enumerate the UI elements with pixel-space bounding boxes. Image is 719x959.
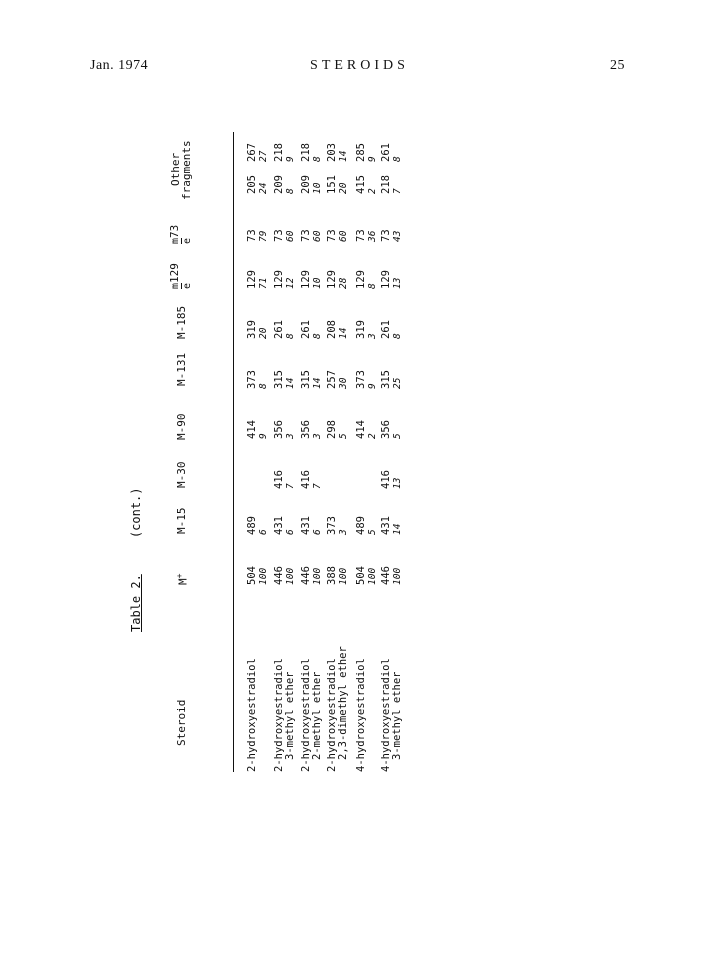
cell-e73 xyxy=(301,229,323,242)
col-header-steroid: Steroid xyxy=(175,699,188,746)
cell-e129 xyxy=(356,270,378,289)
caption-label: Table 2. xyxy=(129,574,143,632)
cell-e129 xyxy=(247,270,269,289)
relative-intensity: 5 xyxy=(367,529,378,535)
table-row xyxy=(301,132,325,772)
mass-value: 129 xyxy=(326,270,338,289)
mass-value: 356 xyxy=(273,420,285,439)
mass-value: 319 xyxy=(246,320,258,339)
cell-m90 xyxy=(274,420,296,439)
mass-value: 203 xyxy=(326,143,338,162)
table-row xyxy=(274,132,298,772)
steroid-name-line1: 2-hydroxyestradiol xyxy=(246,658,258,772)
relative-intensity: 100 xyxy=(258,567,269,585)
header-rule xyxy=(233,132,234,772)
relative-intensity: 14 xyxy=(392,523,403,535)
relative-intensity: 5 xyxy=(392,433,403,439)
cell-m30 xyxy=(381,470,403,489)
cell-mp xyxy=(274,566,296,585)
relative-intensity: 8 xyxy=(312,156,323,162)
relative-intensity: 7 xyxy=(312,483,323,489)
cell-m131 xyxy=(301,370,323,389)
cell-m15 xyxy=(356,516,378,535)
col-header-other-1: Other xyxy=(169,152,182,186)
mass-value: 129 xyxy=(355,270,367,289)
relative-intensity: 2 xyxy=(367,433,378,439)
cell-m90 xyxy=(247,420,269,439)
cell-m131 xyxy=(274,370,296,389)
cell-m90 xyxy=(327,420,349,439)
mass-value: 73 xyxy=(273,229,285,242)
cell-e73 xyxy=(356,229,378,242)
relative-intensity: 9 xyxy=(258,433,269,439)
cell-o2 xyxy=(381,143,403,162)
steroid-name xyxy=(301,658,323,772)
cell-m185 xyxy=(381,320,403,339)
mass-value: 209 xyxy=(273,175,285,194)
relative-intensity: 8 xyxy=(392,333,403,339)
mass-value: 319 xyxy=(355,320,367,339)
steroid-name-line1: 2-hydroxyestradiol xyxy=(273,658,285,772)
cell-m15 xyxy=(301,516,323,535)
data-table xyxy=(129,132,403,772)
mass-value: 298 xyxy=(326,420,338,439)
caption-suffix: (cont.) xyxy=(129,487,143,539)
mass-value: 151 xyxy=(326,175,338,194)
relative-intensity: 30 xyxy=(338,377,349,389)
relative-intensity: 14 xyxy=(285,377,296,389)
cell-e129 xyxy=(327,270,349,289)
mass-value: 373 xyxy=(246,370,258,389)
relative-intensity: 25 xyxy=(392,377,403,389)
steroid-name-line2: 3-methyl ether xyxy=(284,671,296,760)
cell-o2 xyxy=(356,143,378,162)
mass-value: 388 xyxy=(326,566,338,585)
relative-intensity: 14 xyxy=(338,150,349,162)
relative-intensity: 8 xyxy=(312,333,323,339)
mass-value: 218 xyxy=(300,143,312,162)
mass-value: 416 xyxy=(380,470,392,489)
mass-value: 489 xyxy=(355,516,367,535)
steroid-name-line1: 4-hydroxyestradiol xyxy=(380,658,392,772)
relative-intensity: 28 xyxy=(338,277,349,289)
relative-intensity: 36 xyxy=(367,230,378,242)
cell-mp xyxy=(381,566,403,585)
mass-value: 415 xyxy=(355,175,367,194)
page-number: 25 xyxy=(610,58,625,73)
mass-value: 261 xyxy=(380,320,392,339)
mass-value: 285 xyxy=(355,143,367,162)
cell-m90 xyxy=(356,420,378,439)
relative-intensity: 8 xyxy=(285,333,296,339)
cell-m131 xyxy=(381,370,403,389)
mass-value: 373 xyxy=(355,370,367,389)
mass-value: 261 xyxy=(300,320,312,339)
relative-intensity: 5 xyxy=(338,433,349,439)
steroid-name-line1: 4-hydroxyestradiol xyxy=(355,658,367,772)
relative-intensity: 27 xyxy=(258,150,269,162)
steroid-name xyxy=(247,658,258,772)
col-header-me129: m129 e xyxy=(168,263,193,289)
col-header-m131: M-131 xyxy=(175,352,188,386)
mass-value: 416 xyxy=(273,470,285,489)
col-header-m-plus: M+ xyxy=(175,573,190,585)
relative-intensity: 60 xyxy=(338,230,349,242)
mass-value: 489 xyxy=(246,516,258,535)
relative-intensity: 14 xyxy=(338,327,349,339)
cell-m185 xyxy=(274,320,296,339)
col-header-m30: M-30 xyxy=(175,461,188,488)
relative-intensity: 9 xyxy=(285,156,296,162)
cell-mp xyxy=(301,566,323,585)
cell-e73 xyxy=(274,229,296,242)
mass-value: 73 xyxy=(326,229,338,242)
mass-value: 205 xyxy=(246,175,258,194)
mass-value: 446 xyxy=(380,566,392,585)
steroid-name-line2: 2-methyl ether xyxy=(311,671,323,760)
relative-intensity: 8 xyxy=(285,188,296,194)
journal-title: STEROIDS xyxy=(310,58,409,73)
table-row xyxy=(356,132,380,772)
cell-m30 xyxy=(301,470,323,489)
mass-value: 218 xyxy=(273,143,285,162)
mass-value: 414 xyxy=(355,420,367,439)
mass-value: 209 xyxy=(300,175,312,194)
relative-intensity: 8 xyxy=(367,283,378,289)
relative-intensity: 3 xyxy=(338,529,349,535)
relative-intensity: 71 xyxy=(258,277,269,289)
col-header-m15: M-15 xyxy=(175,507,188,534)
cell-o1 xyxy=(274,175,296,194)
cell-mp xyxy=(247,566,269,585)
col-header-other-2: fragments xyxy=(180,140,193,200)
relative-intensity: 3 xyxy=(367,333,378,339)
mass-value: 129 xyxy=(380,270,392,289)
mass-value: 129 xyxy=(300,270,312,289)
mass-value: 218 xyxy=(380,175,392,194)
cell-e129 xyxy=(274,270,296,289)
cell-o1 xyxy=(247,175,269,194)
table-caption xyxy=(129,488,149,633)
mass-value: 414 xyxy=(246,420,258,439)
relative-intensity: 9 xyxy=(367,383,378,389)
mass-value: 446 xyxy=(300,566,312,585)
table-row xyxy=(381,132,405,772)
table-row xyxy=(327,132,351,772)
relative-intensity: 60 xyxy=(285,230,296,242)
relative-intensity: 9 xyxy=(367,156,378,162)
col-header-m185: M-185 xyxy=(175,305,188,339)
cell-o1 xyxy=(381,175,403,194)
mass-value: 267 xyxy=(246,143,258,162)
cell-m15 xyxy=(247,516,269,535)
relative-intensity: 100 xyxy=(312,567,323,585)
cell-o1 xyxy=(301,175,323,194)
cell-m15 xyxy=(327,516,349,535)
mass-value: 257 xyxy=(326,370,338,389)
cell-m131 xyxy=(247,370,269,389)
relative-intensity: 20 xyxy=(338,182,349,194)
journal-date: Jan. 1974 xyxy=(90,58,149,73)
relative-intensity: 100 xyxy=(338,567,349,585)
cell-m185 xyxy=(356,320,378,339)
cell-e73 xyxy=(381,229,403,242)
mass-value: 129 xyxy=(246,270,258,289)
mass-value: 356 xyxy=(300,420,312,439)
steroid-name xyxy=(327,646,349,772)
col-header-m90: M-90 xyxy=(175,413,188,440)
relative-intensity: 10 xyxy=(312,277,323,289)
cell-m30 xyxy=(274,470,296,489)
relative-intensity: 13 xyxy=(392,477,403,489)
mass-value: 416 xyxy=(300,470,312,489)
mass-value: 73 xyxy=(246,229,258,242)
mass-value: 315 xyxy=(273,370,285,389)
relative-intensity: 10 xyxy=(312,182,323,194)
cell-mp xyxy=(327,566,349,585)
mass-value: 73 xyxy=(300,229,312,242)
relative-intensity: 100 xyxy=(285,567,296,585)
mass-value: 261 xyxy=(380,143,392,162)
cell-o1 xyxy=(356,175,378,194)
table-row xyxy=(247,132,271,772)
relative-intensity: 24 xyxy=(258,182,269,194)
relative-intensity: 2 xyxy=(367,188,378,194)
cell-m131 xyxy=(327,370,349,389)
relative-intensity: 13 xyxy=(392,277,403,289)
steroid-name xyxy=(274,658,296,772)
cell-e73 xyxy=(327,229,349,242)
cell-m185 xyxy=(247,320,269,339)
relative-intensity: 12 xyxy=(285,277,296,289)
mass-value: 73 xyxy=(355,229,367,242)
mass-value: 504 xyxy=(246,566,258,585)
mass-value: 208 xyxy=(326,320,338,339)
mass-value: 73 xyxy=(380,229,392,242)
col-header-me73: m73 e xyxy=(168,224,193,244)
mass-value: 504 xyxy=(355,566,367,585)
mass-value: 431 xyxy=(300,516,312,535)
cell-m15 xyxy=(381,516,403,535)
steroid-name-line1: 2-hydroxyestradiol xyxy=(326,658,338,772)
cell-o1 xyxy=(327,175,349,194)
mass-value: 261 xyxy=(273,320,285,339)
cell-e129 xyxy=(381,270,403,289)
cell-o2 xyxy=(301,143,323,162)
relative-intensity: 14 xyxy=(312,377,323,389)
steroid-name-line2: 2,3-dimethyl ether xyxy=(337,646,349,760)
relative-intensity: 3 xyxy=(285,433,296,439)
steroid-name-line2: 3-methyl ether xyxy=(391,671,403,760)
mass-value: 431 xyxy=(380,516,392,535)
cell-m185 xyxy=(301,320,323,339)
relative-intensity: 8 xyxy=(392,156,403,162)
cell-m90 xyxy=(301,420,323,439)
relative-intensity: 6 xyxy=(312,529,323,535)
mass-value: 431 xyxy=(273,516,285,535)
relative-intensity: 8 xyxy=(258,383,269,389)
cell-m90 xyxy=(381,420,403,439)
mass-value: 315 xyxy=(380,370,392,389)
relative-intensity: 7 xyxy=(285,483,296,489)
relative-intensity: 79 xyxy=(258,230,269,242)
cell-e73 xyxy=(247,229,269,242)
mass-value: 315 xyxy=(300,370,312,389)
relative-intensity: 6 xyxy=(285,529,296,535)
cell-m131 xyxy=(356,370,378,389)
mass-value: 356 xyxy=(380,420,392,439)
mass-value: 373 xyxy=(326,516,338,535)
steroid-name xyxy=(356,658,367,772)
relative-intensity: 100 xyxy=(392,567,403,585)
cell-mp xyxy=(356,566,378,585)
cell-m15 xyxy=(274,516,296,535)
steroid-name-line1: 2-hydroxyestradiol xyxy=(300,658,312,772)
relative-intensity: 20 xyxy=(258,327,269,339)
mass-value: 446 xyxy=(273,566,285,585)
mass-value: 129 xyxy=(273,270,285,289)
cell-o2 xyxy=(247,143,269,162)
steroid-name xyxy=(381,658,403,772)
relative-intensity: 6 xyxy=(258,529,269,535)
relative-intensity: 7 xyxy=(392,188,403,194)
relative-intensity: 60 xyxy=(312,230,323,242)
relative-intensity: 43 xyxy=(392,230,403,242)
cell-o2 xyxy=(327,143,349,162)
cell-o2 xyxy=(274,143,296,162)
cell-m185 xyxy=(327,320,349,339)
relative-intensity: 100 xyxy=(367,567,378,585)
relative-intensity: 3 xyxy=(312,433,323,439)
cell-e129 xyxy=(301,270,323,289)
